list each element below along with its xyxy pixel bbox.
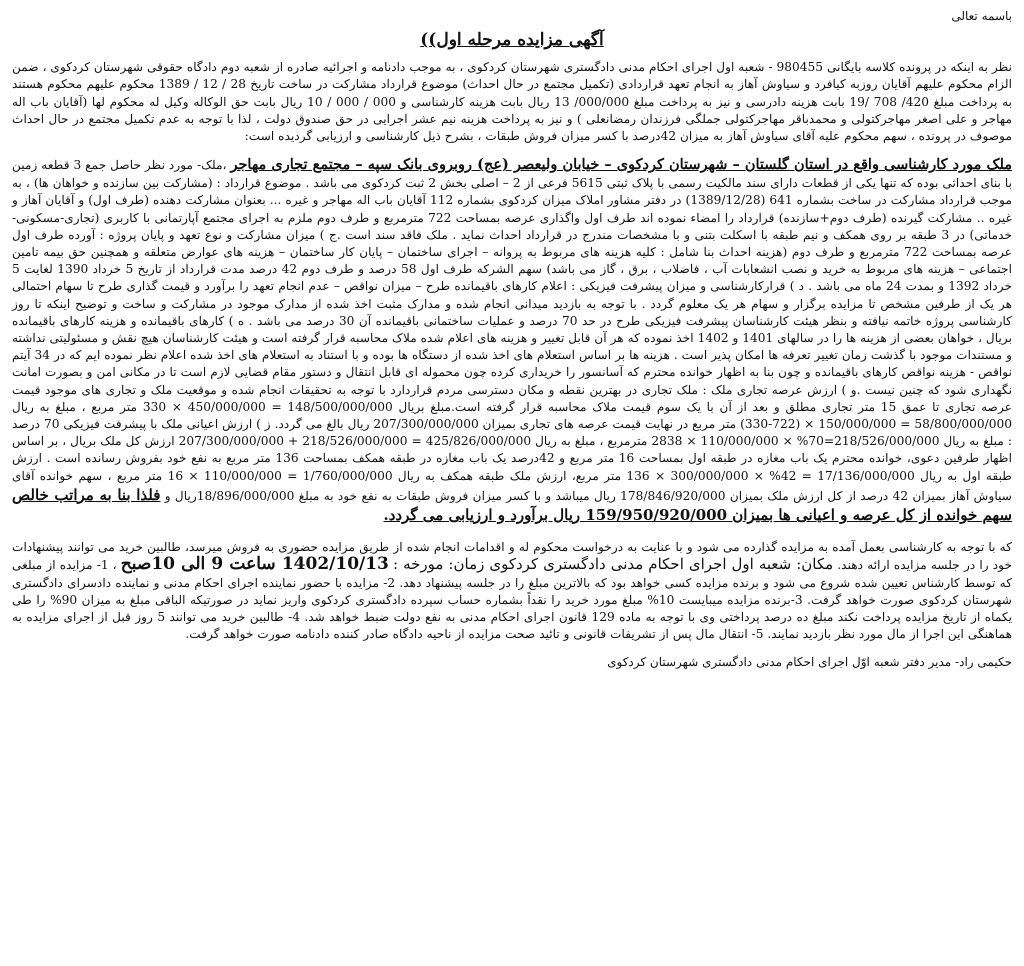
auction-conditions-text: ، 1- مزایده از مبلغی که توسط کارشناس تعیین شده شروع می شود و برنده مزایده کسی خواهد بود که بالاترین مبلغ را در جلسه پیشنهاد دهد. 2- مزایده با حضور نماینده اجرای احکام مدنی و نماینده دادسرای دادگستری شهرستان کردکوی صورت خواهد گرفت. 3-برنده مزایده میبایست 10% مبلغ مورد خرید را نقداً بشماره حساب سپرده دادگستری کردکوی واریز نماید در صورتیکه الباقی مبلغ به میزان 90% را طی یکماه از تاریخ مزایده پرداخت نکند مبلغ ده درصد پرداختی وی با توجه به ماده 129 قانون اجرای احکام مدنی به نفع دولت ضبط خواهد شد. 4- طالبین خرید می توانند 5 روز قبل از اجرای مزایده به هماهنگی این اجرا از مال مورد نظر بازدید نمایند. 5- انتقال مال پس از تشریفات قانونی و تائید صحت مزایده از ناحیه دادگاه صادر کننده دادنامه صورت خواهد گرفت.	[12, 558, 1012, 642]
intro-paragraph: نظر به اینکه در پرونده کلاسه بایگانی 980455 - شعبه اول اجرای احکام مدنی دادگستری شهرستان کردکوی ، به موجب دادنامه و اجرائیه صادره از شعبه دوم دادگاه حقوقی شهرستان کردکوی ، ضمن الزام محکوم علیهم آقایان روزبه کیافرد و سیاوش آهاز به انجام تعهد قراردادی (تکمیل مجتمع در حال احداث) موضوع قرارداد مشارکت در ساخت تاریخ 28 / 12 / 1389 محکوم علیهم محکوم هستند به پرداخت مبلغ 420/ 708 /19 بابت هزینه دادرسی و نیز به پرداخت مبلغ 000/000/ 13 ریال بابت هزینه کارشناسی و 000 / 000 / 10 ریال بابت حق الوکاله وکیل له محکوم لها (آقایان باب اله مهاجر و علی اصغر مهاجرکتولی و محمدباقر مهاجرکتولی جملگی فرزندان رمضانعلی ) و نیز به پرداخت هزینه نیم عشر اجرایی در حق صندوق دولت ، لذا با توجه به عدم تکمیل مجتمع در حال احداث موصوف در پرونده ، سهم محکوم علیه آقای سیاوش آهاز به میزان 42درصد با کسر میزان فروش طبقات ، بشرح ذیل کارشناسی و ارزیابی گردیده است:	[12, 60, 1013, 144]
auction-place-time: مکان: شعبه اول اجرای احکام مدنی دادگستری کردکوی زمان: مورخه :	[393, 555, 834, 574]
auction-terms-paragraph	[12, 539, 1012, 643]
property-description: مورد نظر حاصل جمع 3 قطعه زمین با بنای احداثی بوده که تنها یکی از قطعات دارای سند مالکیت رسمی با پلاک ثبتی 5615 فرعی از 2 – اصلی بخش 2 ثبت کردکوی می باشد . موضوع قرارداد : (مشارکت بین سازنده و خواهان ها) ، به موجب قرارداد مشارکت در ساخت بشماره 641 (1389/12/28) در دفتر مشاور املاک میزان کردکوی بشماره 112 آقایان باب اله مهاجر و غیره ... بعنوان مشارکت دهنده (طرف اول) و آقایان آهاز و غیره .. مشارکت گیرنده (طرف دوم+سازنده) قرارداد را امضاء نموده اند طرف اول واگذاری عرصه بمساحت 722 مترمربع و طرف دوم ملزم به اجرای مجتمع آپارتمانی با کاربری (تجاری-مسکونی-خدماتی) در 3 طبقه بر روی همکف و نیم طبقه با اسکلت بتنی و با مشخصات مندرج در قرارداد احداث نماید . ملک فاقد سند است .ج ) میزان مشارکت و نوع تعهد و پایان پروژه : آورده طرف اول عرصه بمساحت 722 مترمربع و طرف دوم (هزینه احداث بنا شامل : کلیه هزینه های مربوط به پروانه – اجرای ساختمان – پایان کار ساختمان – هزینه های عوارض متعلقه و همچنین حق بیمه تامین اجتماعی – هزینه های مربوط به خرید و نصب انشعابات آب ، فاضلاب ، برق ، گاز می باشد) سهم الشرکه طرف اول 58 درصد و طرف دوم 42 درصد مدت قرارداد از تاریخ 5 خرداد 1390 لغایت 5 خرداد 1392 و بمدت 24 ماه می باشد . د ) قرارکارشناسی و میزان پیشرفت فیزیکی : اعلام کارهای باقیمانده طرح – میزان نواقص – عدم انجام تعهد را برآورد و قیمت گذاری طرح تا سهام احتمالی هر یک از طرفین مشخص تا مزایده برگزار و سهام هر یک معلوم گردد . با توجه به بازدید میدانی انجام شده و مدارک مثبت اخذ شده از مدارک موجود در مشارکت و ساخت و توضیح اینکه تا روز کارشناسی پروژه خاتمه نیافته و بنظر هیئت کارشناسان پیشرفت فیزیکی طرح در حد 70 درصد و عملیات ساختمانی باقیمانده آن 30 درصد می باشد . ه ) کارهای باقیمانده و هزینه کارهای باقیمانده بریال ، خواهان بعضی از هزینه ها را در سالهای 1401 و 1402 اخذ نموده که هر آن قابل تغییر و هزینه های اعلام شده ملاک محاسبه قرار گرفته است و هیئت کارشناسان هیچ نقش و مسئولیتی نداشته و مستندات موجود با گذشت زمان تغییر تعرفه ها امکان پذیر است . هزینه ها بر اساس استعلام های اخذ شده از دستگاه ها بوده و با استناد به استعلام های اخذ شده اعلام نظر نموده ایم که در 34 آیتم نواقص - هزینه نواقص کارهای باقیمانده و چون بنا به اظهار خوانده محترم که آسانسور را خریداری کرده چون محموله ای قابل انتقال و دستور مقام قضایی لازم است تا در مکانی امن و بصورت امانت نگهداری شود که چنین نیست .و ) ارزش عرصه تجاری ملک : ملک تجاری در بهترین نقطه و مکان دسترسی مردم قراردارد با توجه به تحقیقات انجام شده و موقعیت ملک و تجاری های موجود قیمت عرصه تجاری تا عمق 15 متر تجاری مطلق و بعد از آن با یک سوم قیمت ملاک محاسبه قرار گرفته است.مبلغ بریال 148/500/000/000 = 450/000/000 × 330 متر مربع ، مبلغ به ریال 58/800/000/000 = 150/000/000 × (722-330) متر مربع در نهایت قیمت عرصه های تجاری بمیزان 207/300/000/000 ریال بالغ می گردد. ز ) ارزش اعیانی ملک با پیشرفت فیزیکی 70 درصد : مبلغ به ریال 218/526/000/000=70% × 110/000/000 × 2838 مترمربع ، مبلغ به ریال 425/826/000/000 = 218/526/000/000 + 207/300/000/000 ارزش کل ملک بریال ، بر اساس اظهار طرفین دعوی، خوانده محترم یک باب مغازه در طبقه اول بمساحت 16 متر مربع و 42درصد یک باب مغازه در طبقه همکف بمساحت 136 متر مربع به نفع خود بفروش رسانده است . ارزش طبقه اول به ریال 17/136/000/000 = 42% × 300/000/000 × 136 متر مربع، ارزش ملک طبقه همکف به ریال 1/760/000/000 = 110/000/000 × 16 متر مربع ، سهم خوانده آقای سیاوش آهاز بمیزان 42 درصد از کل ارزش ملک بمیزان 178/846/920/000 ریال میباشد و با کسر میزان فروش طبقات به نفع خود به مبلغ 18/896/000/000ریال و	[12, 158, 1013, 503]
property-heading: ملک مورد کارشناسی واقع در استان گلستان – شهرستان کردکوی – خیابان ولیعصر (عج) روبروی بانک سپه – مجتمع تجاری مهاجر	[230, 156, 1013, 174]
auction-date: 1402/10/13 ساعت 9 الی 10صبح	[120, 554, 389, 575]
notice-title: آگهی مزایده مرحله اول))	[420, 30, 604, 51]
auction-intro-text: که با توجه به کارشناسی بعمل آمده به مزایده گذارده می شود و با عنایت به درخواست محکوم له و اقدامات انجام شده از طریق مزایده حضوری به فروش میرسد، طالبین خرید می توانند پیشنهادات خود را در جلسه مزایده ارائه دهند.	[12, 540, 1013, 573]
bismillah-header: باسمه تعالی	[951, 9, 1012, 23]
property-description-paragraph	[12, 155, 1012, 525]
signature-line: حکیمی راد- مدیر دفتر شعبه اوّل اجرای احکام مدنی دادگستری شهرستان کردکوی	[607, 654, 1012, 669]
property-heading-suffix: ،ملک-	[197, 158, 231, 173]
valuation-conclusion: فلذا بنا به مراتب خالص سهم خوانده از کل عرصه و اعیانی ها بمیزان 159/950/920/000 ریال برآورد و ارزیابی می گردد.	[12, 485, 1012, 525]
